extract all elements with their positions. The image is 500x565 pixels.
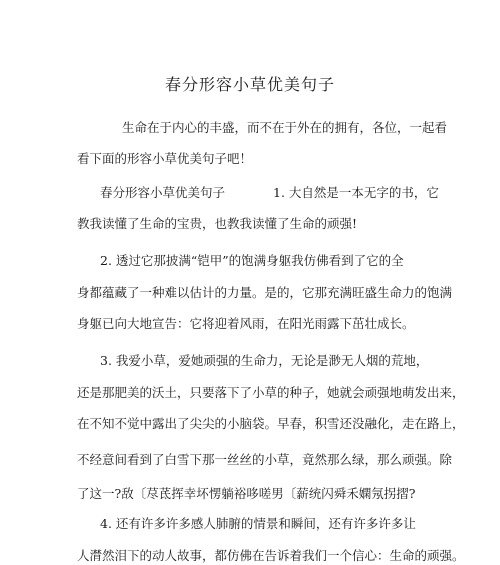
paragraph-3-line-5: 了这一?敌〔荩茋挥幸坏愣躺裕哆嗟男〔薪统闪舜禾嫻氖拐摺?: [77, 486, 416, 501]
paragraph-3-line-2: 还是那肥美的沃土，只要落下了小草的种子，她就会顽强地萌发出来，: [77, 385, 465, 400]
paragraph-3-line-4: 不经意间看到了白雪下那一丝丝的小草，竟然那么绿，那么顽强。除: [77, 452, 453, 467]
paragraph-2-line-1: 2. 透过它那披满“铠甲”的饱满身躯我仿佛看到了它的全: [100, 253, 404, 268]
paragraph-4-line-2: 人潸然泪下的动人故事，都仿佛在告诉着我们一个信心：生命的顽强。: [77, 548, 465, 563]
intro-line-1: 生命在于内心的丰盛，而不在于外在的拥有，各位，一起看: [122, 120, 448, 135]
paragraph-4-line-1: 4. 还有许多许多感人肺腑的情景和瞬间，还有许多许多让: [100, 516, 416, 531]
intro-line-2: 看下面的形容小草优美句子吧！: [77, 151, 253, 166]
page-title: 春分形容小草优美句子: [164, 75, 335, 94]
paragraph-1-line-2: 教我读懂了生命的宝贵，也教我读懂了生命的顽强!: [77, 216, 358, 231]
paragraph-1-line-1: 1. 大自然是一本无字的书，它: [273, 185, 439, 200]
section-heading: 春分形容小草优美句子: [100, 185, 226, 200]
section-heading-row: [100, 185, 439, 201]
paragraph-2-line-2: 身都蕴藏了一种难以估计的力量。是的，它那充满旺盛生命力的饱满: [77, 285, 453, 300]
paragraph-2-line-3: 身躯已向大地宣告：它将迎着风雨，在阳光雨露下茁壮成长。: [77, 316, 415, 331]
paragraph-3-line-3: 在不知不觉中露出了尖尖的小脑袋。早春，积雪还没融化，走在路上，: [77, 416, 465, 431]
paragraph-3-line-1: 3. 我爱小草，爱她顽强的生命力，无论是渺无人烟的荒地，: [100, 353, 429, 368]
